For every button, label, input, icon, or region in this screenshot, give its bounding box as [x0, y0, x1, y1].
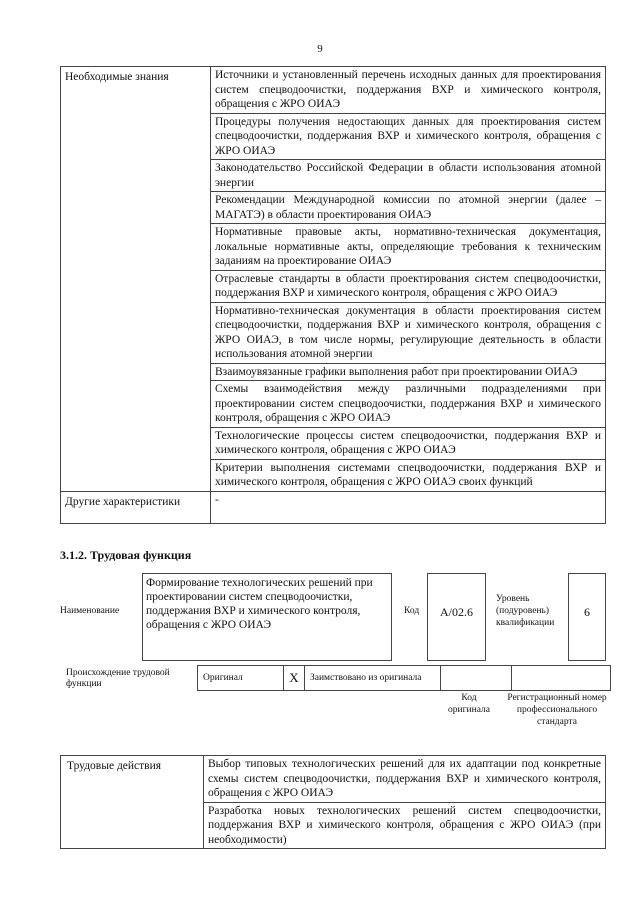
function-name-box: Формирование технологических решений при проектировании систем спецводоочистки, поддержания ВХР и химического контроля, обращения с ЖРО ОИАЭ	[142, 573, 392, 661]
reg-number-cell	[512, 666, 611, 691]
original-mark: X	[284, 666, 305, 691]
level-label: Уровень (подуровень) квалификации	[496, 594, 555, 628]
knowledge-item: Критерии выполнения системами спецводоочистки, поддержания ВХР и химического контроля, обращения с ЖРО ОИАЭ своих функций	[211, 459, 606, 491]
knowledge-item: Процедуры получения недостающих данных для проектирования систем спецводоочистки, поддержания ВХР и химического контроля, обращения с ЖРО ОИАЭ	[211, 113, 606, 160]
level-box: 6	[568, 573, 606, 661]
knowledge-item: Отраслевые стандарты в области проектирования систем спецводоочистки, поддержания ВХР и химического контроля, обращения с ЖРО ОИАЭ	[211, 270, 606, 302]
action-item: Выбор типовых технологических решений для их адаптации под конкретные схемы систем спецводоочистки, поддержания ВХР и химического контроля, обращения с ЖРО ОИАЭ	[204, 756, 606, 803]
knowledge-item: Взаимоувязанные графики выполнения работ при проектировании ОИАЭ	[211, 363, 606, 381]
knowledge-item: Рекомендации Международной комиссии по атомной энергии (далее – МАГАТЭ) в области проектирования ОИАЭ	[211, 192, 606, 224]
function-code-box: А/02.6	[427, 573, 486, 661]
reg-number-caption: Регистрационный номер профессионального стандарта	[507, 693, 607, 727]
origin-table	[197, 665, 611, 691]
knowledge-table	[60, 66, 606, 524]
knowledge-item: Схемы взаимодействия между различными подразделениями при проектировании систем спецводоочистки, поддержания ВХР и химического контроля, обращения с ЖРО ОИАЭ	[211, 381, 606, 428]
name-label: Наименование	[60, 606, 120, 616]
other-value: -	[211, 491, 606, 523]
other-label: Другие характеристики	[61, 491, 211, 523]
action-item: Разработка новых технологических решений систем спецводоочистки, поддержания ВХР и химического контроля, обращения с ЖРО ОИАЭ (при необходимости)	[204, 802, 606, 849]
knowledge-item: Технологические процессы систем спецводоочистки, поддержания ВХР и химического контроля, обращения с ЖРО ОИАЭ	[211, 427, 606, 459]
knowledge-label: Необходимые знания	[61, 67, 211, 492]
knowledge-item: Законодательство Российской Федерации в области использования атомной энергии	[211, 160, 606, 192]
code-label: Код	[404, 606, 420, 616]
page-number: 9	[317, 43, 323, 55]
section-title: 3.1.2. Трудовая функция	[60, 548, 192, 562]
borrowed-cell: Заимствовано из оригинала	[305, 666, 441, 691]
knowledge-item: Нормативные правовые акты, нормативно-техническая документация, локальные нормативные акты, определяющие требования к техническим заданиям на проектирование ОИАЭ	[211, 224, 606, 271]
origin-label: Происхождение трудовой функции	[66, 668, 170, 689]
original-cell: Оригинал	[198, 666, 284, 691]
knowledge-item: Нормативно-техническая документация в области проектирования систем спецводоочистки, поддержания ВХР и химического контроля, обращения с ЖРО ОИАЭ, в том числе нормы, регулирующие деятельность в области использования атомной энергии	[211, 302, 606, 363]
actions-table	[60, 755, 606, 849]
code-original-cell	[441, 666, 512, 691]
knowledge-item: Источники и установленный перечень исходных данных для проектирования систем спецводоочистки, поддержания ВХР и химического контроля, обращения с ЖРО ОИАЭ	[211, 67, 606, 114]
code-original-caption: Код оригинала	[448, 693, 490, 715]
actions-label: Трудовые действия	[61, 756, 204, 849]
